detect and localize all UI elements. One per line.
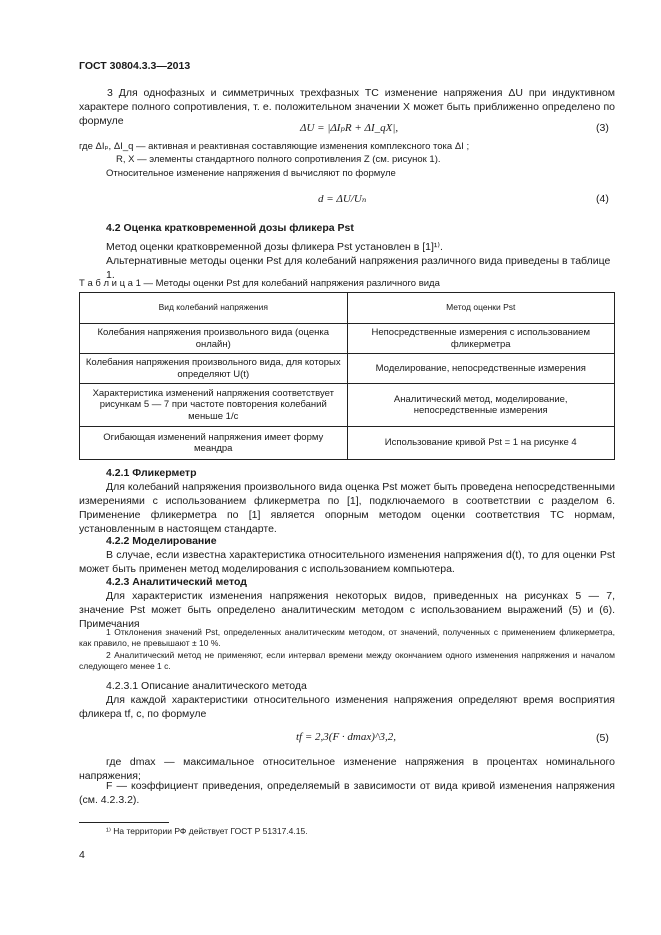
table-cell: Колебания напряжения произвольного вида (оценка онлайн)	[80, 324, 348, 354]
note-2: 2 Аналитический метод не применяют, если интервал времени между окончанием одного изменения напряжения и началом следующего менее 1 с.	[79, 650, 615, 671]
table-cell: Огибающая изменений напряжения имеет форму меандра	[80, 427, 348, 460]
table-row	[80, 384, 615, 427]
where-3-line3: Относительное изменение напряжения d вычисляют по формуле	[106, 168, 396, 179]
where-3-line1: где ΔIₚ, ΔI_q — активная и реактивная составляющие изменения комплексного тока ΔI ;	[79, 141, 470, 152]
formula-3-number: (3)	[596, 122, 609, 134]
table-1	[79, 292, 615, 460]
formula-5-number: (5)	[596, 732, 609, 744]
section-4-2-2-title: 4.2.2 Моделирование	[106, 535, 217, 547]
section-4-2-3-1-text: Для каждой характеристики относительного изменения напряжения определяют время восприятия фликера tf, с, по формуле	[79, 694, 615, 720]
section-4-2-p2: Альтернативные методы оценки Pst для колебаний напряжения различного вида приведены в таблице 1.	[106, 255, 611, 281]
section-4-2-3-1-title: 4.2.3.1 Описание аналитического метода	[106, 680, 307, 692]
where-5-line1: где dmax — максимальное относительное изменение напряжения в процентах номинального напряжения;	[79, 756, 615, 782]
table-row	[80, 324, 615, 354]
formula-4-number: (4)	[596, 193, 609, 205]
para-3: 3 Для однофазных и симметричных трехфазных ТС изменение напряжения ΔU при индуктивном характере полного сопротивления, т. е. положительном значении X может быть приближенно определено по формуле	[79, 87, 615, 127]
formula-5: tf = 2,3(F · dmax)^3,2,	[296, 731, 397, 743]
page-number: 4	[79, 849, 85, 861]
table-cell: Аналитический метод, моделирование, непосредственные измерения	[347, 384, 615, 427]
section-4-2-title: 4.2 Оценка кратковременной дозы фликера Pst	[106, 222, 354, 234]
doc-header: ГОСТ 30804.3.3—2013	[79, 60, 191, 72]
table-cell: Колебания напряжения произвольного вида, для которых определяют U(t)	[80, 354, 348, 384]
table-row	[80, 354, 615, 384]
formula-3: ΔU = |ΔIₚR + ΔI_qX|,	[300, 122, 399, 134]
table-cell: Моделирование, непосредственные измерения	[347, 354, 615, 384]
table-row	[80, 427, 615, 460]
footnote-divider	[79, 822, 169, 823]
table-header-cell: Метод оценки Pst	[347, 293, 615, 324]
formula-4: d = ΔU/Uₙ	[318, 193, 367, 205]
section-4-2-2-text: В случае, если известна характеристика относительного изменения напряжения d(t), то для оценки Pst может быть применен метод моделирования с использованием компьютера.	[79, 549, 615, 575]
section-4-2-1-title: 4.2.1 Фликерметр	[106, 467, 197, 479]
table-1-caption: Т а б л и ц а 1 — Методы оценки Pst для колебаний напряжения различного вида	[79, 278, 440, 289]
table-cell: Использование кривой Pst = 1 на рисунке 4	[347, 427, 615, 460]
footnote: ¹⁾ На территории РФ действует ГОСТ Р 51317.4.15.	[106, 826, 308, 836]
table-cell: Характеристика изменений напряжения соответствует рисункам 5 — 7 при частоте повторения колебаний меньше 1/с	[80, 384, 348, 427]
table-cell: Непосредственные измерения с использованием фликерметра	[347, 324, 615, 354]
section-4-2-3-text: Для характеристик изменения напряжения некоторых видов, приведенных на рисунках 5 — 7, значение Pst может быть определено аналитическим методом с использованием выражений (5) и (6). Примечания	[79, 590, 615, 630]
section-4-2-3-title: 4.2.3 Аналитический метод	[106, 576, 247, 588]
table-header-row	[80, 293, 615, 324]
note-1: 1 Отклонения значений Pst, определенных аналитическим методом, от значений, полученных с применением фликерметра, как правило, не превышают ± 10 %.	[79, 627, 615, 648]
section-4-2-p1: Метод оценки кратковременной дозы фликера Pst установлен в [1]¹⁾.	[106, 241, 443, 253]
section-4-2-1-text: Для колебаний напряжения произвольного вида оценка Pst может быть проведена непосредственными измерениями с использованием фликерметра по [1], подключаемого в соответствии с разделом 6. Применение фликерметра по [1] является опорным методом оценки соответствия ТС нормам, установленным в настоящем стандарте.	[79, 481, 615, 535]
where-5-line2: F — коэффициент приведения, определяемый в зависимости от вида кривой изменения напряжения (см. 4.2.3.2).	[79, 780, 615, 806]
where-3-line2: R, X — элементы стандартного полного сопротивления Z (см. рисунок 1).	[116, 154, 441, 165]
table-header-cell: Вид колебаний напряжения	[80, 293, 348, 324]
